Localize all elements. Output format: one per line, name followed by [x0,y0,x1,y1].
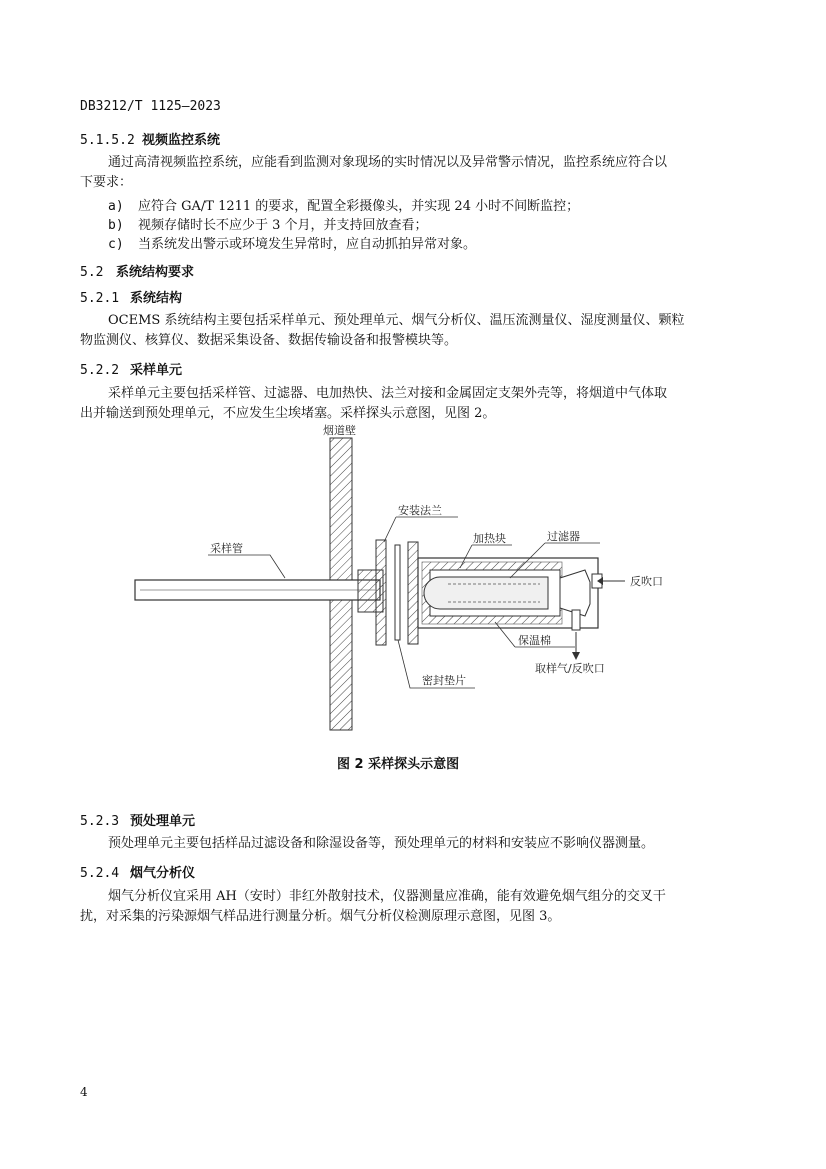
heading-number: 5.2.3 [80,814,120,829]
paragraph-line: OCEMS 系统结构主要包括采样单元、预处理单元、烟气分析仪、温压流测量仪、湿度测量仪、颗粒 [108,313,685,328]
paragraph-line: 通过高清视频监控系统，应能看到监测对象现场的实时情况以及异常警示情况，监控系统应符合以 [108,155,668,170]
label-heater: 加热块 [473,532,506,545]
heading-title: 视频监控系统 [142,133,221,148]
heading-number: 5.2.1 [80,291,120,306]
label-flue-wall: 烟道壁 [323,424,356,437]
heading-5-2-3 [80,810,195,829]
list-text: 视频存储时长不应少于 3 个月，并支持回放查看； [138,218,428,233]
label-outlet: 取样气/反吹口 [535,662,605,675]
figure-caption: 图 2 采样探头示意图 [337,757,460,772]
paragraph-line: 物监测仪、核算仪、数据采集设备、数据传输设备和报警模块等。 [80,333,458,348]
filter-element [424,577,548,609]
list-text: 当系统发出警示或环境发生异常时，应自动抓拍异常对象。 [138,237,477,252]
list-marker: a) [108,199,124,214]
list-marker: b) [108,218,124,233]
label-filter: 过滤器 [547,530,580,543]
paragraph-line: 烟气分析仪宜采用 AH（安时）非红外散射技术，仪器测量应准确，能有效避免烟气组分的交叉干 [108,889,666,904]
heading-title: 采样单元 [130,363,183,378]
document-number: DB3212/T 1125—2023 [80,99,221,114]
paragraph-line: 下要求： [80,175,133,190]
label-flange: 安装法兰 [398,504,442,517]
label-backblow: 反吹口 [630,575,663,588]
label-sample-tube: 采样管 [210,542,243,555]
list-marker: c) [108,237,124,252]
paragraph-line: 扰，对采集的污染源烟气样品进行测量分析。烟气分析仪检测原理示意图，见图 3。 [80,909,561,924]
paragraph-line: 出并输送到预处理单元，不应发生尘埃堵塞。采样探头示意图，见图 2。 [80,406,496,421]
heading-title: 预处理单元 [130,814,196,829]
heading-number: 5.2.4 [80,866,120,881]
label-insulation: 保温棉 [518,634,551,647]
heading-number: 5.1.5.2 [80,133,135,148]
heading-5-2-4 [80,862,195,881]
installation-flange [376,540,386,645]
paragraph-line: 预处理单元主要包括样品过滤设备和除湿设备等，预处理单元的材料和安装应不影响仪器测量。 [108,836,655,851]
heading-number: 5.2.2 [80,363,120,378]
heading-title: 系统结构要求 [116,265,195,280]
list-text: 应符合 GA/T 1211 的要求，配置全彩摄像头，并实现 24 小时不间断监控； [138,199,580,214]
heading-title: 系统结构 [130,291,183,306]
heading-title: 烟气分析仪 [130,866,196,881]
sealing-gasket [395,545,400,640]
heading-number: 5.2 [80,265,104,280]
label-gasket: 密封垫片 [422,674,466,687]
page-number: 4 [80,1085,88,1099]
paragraph-line: 采样单元主要包括采样管、过滤器、电加热快、法兰对接和金属固定支架外壳等，将烟道中气体取 [108,386,668,401]
